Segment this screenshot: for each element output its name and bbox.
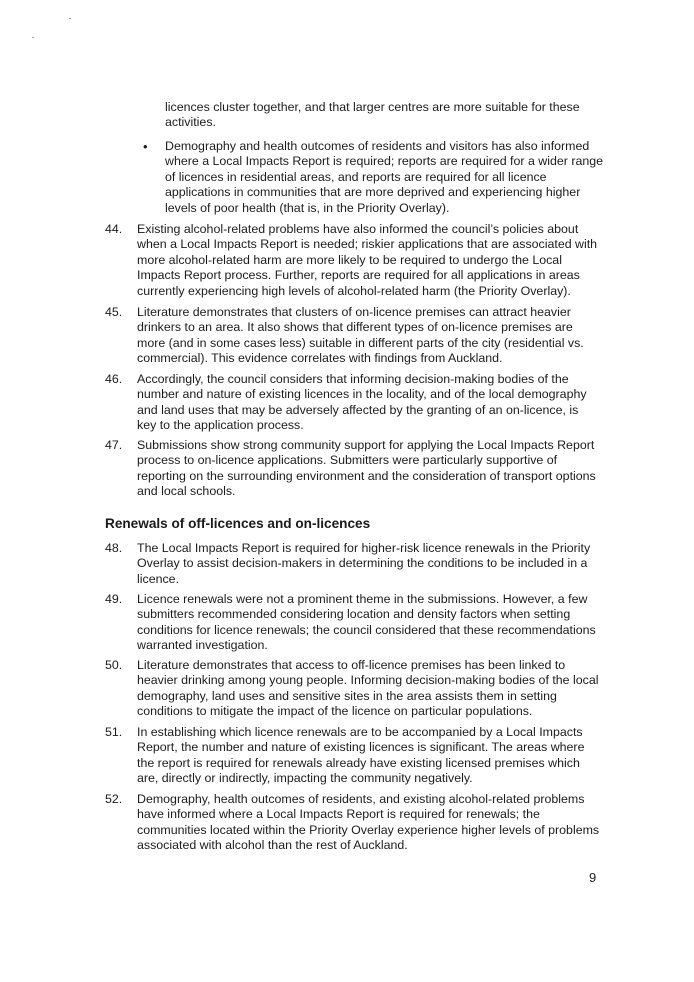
- paragraph-text: In establishing which licence renewals are to be accompanied by a Local Impacts Report, the number and nature of existing licences is significant. The areas where the report is required for renewals already have existing licensed premises which are, directly or indirectly, impacting the community negatively.: [137, 725, 585, 786]
- paragraph-text: Literature demonstrates that clusters of on-licence premises can attract heavier drinkers to an area. It also shows that different types of on-licence premises are more (and in some cases less) suitable in different parts of the city (residential vs. commercial). This evidence correlates with findings from Auckland.: [137, 305, 584, 366]
- paragraph-text: Licence renewals were not a prominent theme in the submissions. However, a few submitters recommended considering location and density factors when setting conditions for licence renewals; the council considered that these recommendations warranted investigation.: [137, 592, 596, 653]
- paragraph-number: 50.: [105, 658, 123, 672]
- continued-bullet-text: licences cluster together, and that larger centres are more suitable for these activities.: [165, 100, 580, 130]
- paragraph-text: Existing alcohol-related problems have also informed the council’s policies about when a Local Impacts Report is needed; riskier applications that are associated with more alcohol-related harm are more likely to be required to undergo the Local Impacts Report process. Further, reports are required for all applications in areas currently experiencing high levels of alcohol-related harm (the Priority Overlay).: [137, 222, 598, 298]
- paragraph-text: Demography, health outcomes of residents, and existing alcohol-related problems have informed where a Local Impacts Report is required for renewals; the communities located within the Priority Overlay experience higher levels of problems associated with alcohol than the rest of Auckland.: [137, 792, 600, 853]
- paragraph-number: 46.: [105, 372, 123, 386]
- bullet-item: Demography and health outcomes of residents and visitors has also informed where a Local Impacts Report is required; reports are required for a wider range of licences in residential areas, and reports are required for all licence applications in communities that are more deprived and experiencing higher levels of poor health (that is, in the Priority Overlay).: [165, 139, 604, 215]
- paragraph-number: 47.: [105, 438, 123, 452]
- paragraph-number: 51.: [105, 725, 123, 739]
- paragraph-number: 45.: [105, 305, 123, 319]
- paragraph-text: Accordingly, the council considers that informing decision-making bodies of the number and nature of existing licences in the locality, and of the local demography and land uses that may be adversely affected by the granting of an on-licence, is key to the application process.: [137, 372, 587, 433]
- scan-speck: [69, 18, 71, 19]
- scan-speck: [32, 37, 34, 38]
- paragraph-number: 49.: [105, 592, 123, 606]
- paragraph-text: Literature demonstrates that access to off-licence premises has been linked to heavier drinking among young people. Informing decision-making bodies of the local demography, land uses and sensitive sites in the area assists them in setting conditions to mitigate the impact of the licence on particular populations.: [137, 658, 599, 719]
- page-number: 9: [589, 870, 597, 885]
- paragraph-text: Submissions show strong community support for applying the Local Impacts Report process to on-licence applications. Submitters were particularly supportive of reporting on the surrounding environment and the consideration of transport options and local schools.: [137, 438, 596, 499]
- paragraph-text: The Local Impacts Report is required for higher-risk licence renewals in the Priority Overlay to assist decision-makers in determining the conditions to be included in a licence.: [137, 541, 591, 586]
- paragraph-number: 44.: [105, 222, 123, 236]
- paragraph-number: 48.: [105, 541, 123, 555]
- section-heading: Renewals of off-licences and on-licences: [105, 516, 371, 531]
- paragraph-number: 52.: [105, 792, 123, 806]
- bullet-marker: •: [143, 139, 148, 154]
